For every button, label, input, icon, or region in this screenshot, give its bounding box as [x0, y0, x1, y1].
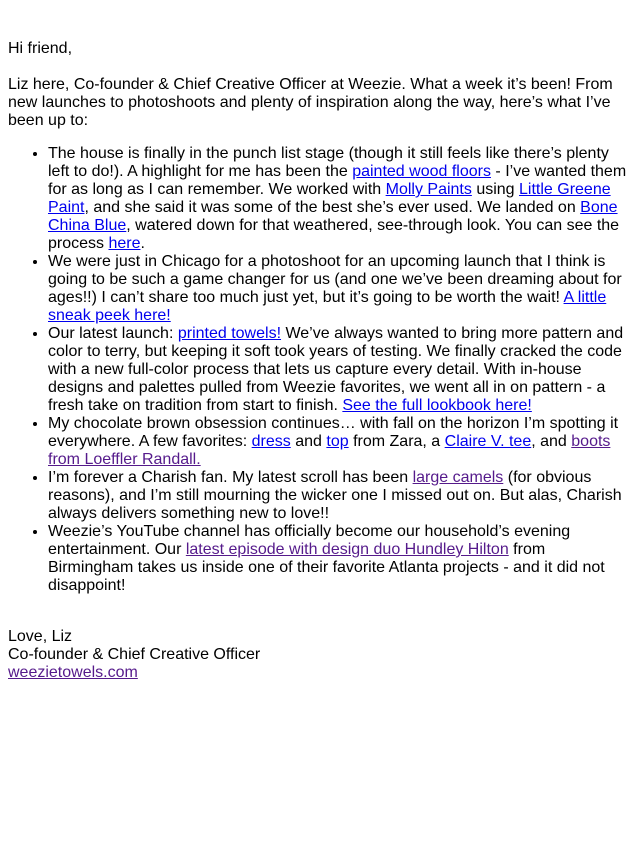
bone-china-blue-link[interactable]: Bone China Blue [48, 199, 618, 234]
list-item-charish [48, 469, 632, 523]
large-camels-link[interactable]: large camels [412, 469, 504, 486]
loeffler-randall-boots-link[interactable]: boots from Loeffler Randall. [48, 433, 611, 468]
list-text: , watered down for that weathered, see-through look. You can see the process [48, 217, 620, 252]
list-item-chocolate-brown [48, 415, 632, 469]
list-text: I’m forever a Charish fan. My latest scroll has been [48, 469, 413, 486]
list-text: , and [531, 433, 572, 450]
intro-paragraph: Liz here, Co-founder & Chief Creative Officer at Weezie. What a week it’s been! From new launches to photoshoots and plenty of inspiration along the way, here’s what I’ve been up to: [8, 76, 613, 129]
list-text: We were just in Chicago for a photoshoot for an upcoming launch that I think is going to be such a game changer for us (and one we’ve been dreaming about for ages!!) I can’t share too much just yet, but it’s going to be worth the wait! [48, 253, 622, 306]
list-text: , and she said it was some of the best she’s ever used. We landed on [84, 199, 581, 216]
list-text: - I’ve wanted them for as long as I can remember. We worked with [48, 163, 627, 198]
update-list [8, 145, 632, 595]
list-item-youtube [48, 523, 632, 595]
list-text: . [140, 235, 145, 252]
signoff: Love, Liz [8, 628, 73, 645]
website-link[interactable]: weezietowels.com [8, 664, 138, 681]
printed-towels-link[interactable]: printed towels! [177, 325, 282, 342]
list-text: The house is finally in the punch list stage (though it still feels like there’s plenty left to do!). A highlight for me has been the [48, 145, 609, 180]
painted-wood-floors-link[interactable]: painted wood floors [352, 163, 491, 180]
molly-paints-link[interactable]: Molly Paints [385, 181, 472, 198]
little-greene-paint-link[interactable]: Little Greene Paint [48, 181, 611, 216]
greeting: Hi friend, [8, 40, 73, 57]
top-link[interactable]: top [326, 433, 349, 450]
list-item-house [48, 145, 632, 253]
list-text: using [471, 181, 520, 198]
list-item-photoshoot [48, 253, 632, 325]
list-item-printed-towels [48, 325, 632, 415]
list-text: and [290, 433, 327, 450]
list-text: (for obvious reasons), and I’m still mourning the wicker one I missed out on. But alas, Charish always delivers something new to love!! [48, 469, 622, 522]
signature-block [8, 628, 632, 682]
list-text: We’ve always wanted to bring more pattern and color to terry, but keeping it soft took years of testing. We finally cracked the code with a new full-color process that lets us capture every detail. With in-house designs and palettes pulled from Weezie favorites, we went all in on pattern - a fresh take on tradition from start to finish. [48, 325, 624, 414]
sneak-peek-link[interactable]: A little sneak peek here! [48, 289, 607, 324]
claire-v-tee-link[interactable]: Claire V. tee [444, 433, 532, 450]
dress-link[interactable]: dress [251, 433, 291, 450]
list-text: from Birmingham takes us inside one of their favorite Atlanta projects - and it did not disappoint! [48, 541, 605, 594]
lookbook-link[interactable]: See the full lookbook here! [342, 397, 532, 414]
signature-title: Co-founder & Chief Creative Officer [8, 646, 261, 663]
list-text: Weezie’s YouTube channel has officially become our household’s evening entertainment. Our [48, 523, 571, 558]
process-here-link[interactable]: here [108, 235, 141, 252]
list-text: from Zara, a [348, 433, 445, 450]
list-text: Our latest launch: [48, 325, 178, 342]
list-text: My chocolate brown obsession continues… with fall on the horizon I’m spotting it everywhere. A few favorites: [48, 415, 619, 450]
latest-episode-link[interactable]: latest episode with design duo Hundley Hilton [185, 541, 509, 558]
